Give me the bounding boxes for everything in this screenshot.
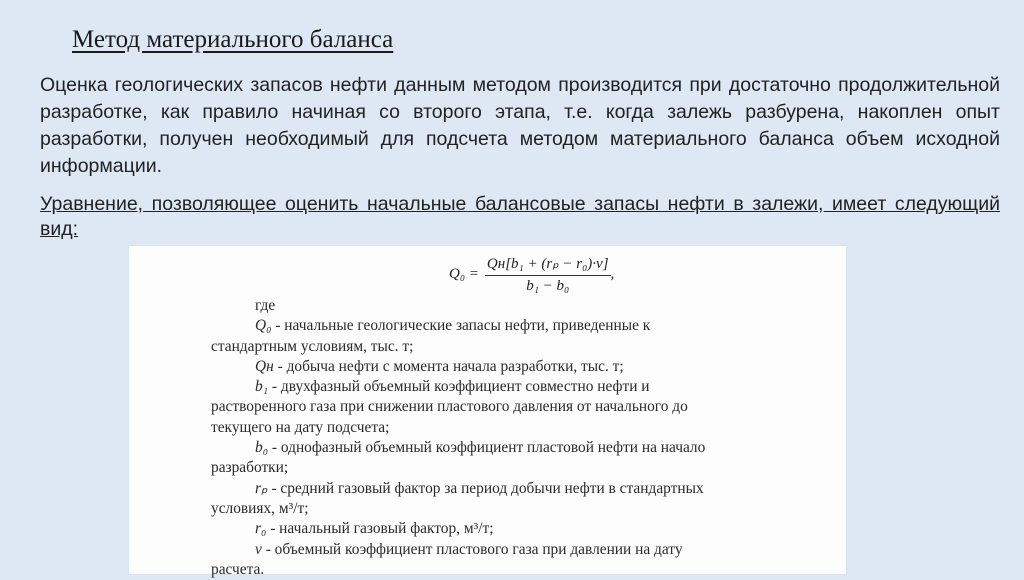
equation-intro: Уравнение, позволяющее оценить начальные балансовые запасы нефти в залежи, имеет следующий вид: [40, 193, 1000, 240]
definition-b1-cont2: текущего на дату подсчета; [211, 418, 390, 436]
formula-scan [129, 246, 846, 578]
intro-paragraph: Оценка геологических запасов нефти данным методом производится при достаточно продолжительной разработке, как правило начиная со второго этапа, т.е. когда залежь разбурена, накоплен опыт разработки, получен необходимый для подсчета методом материального баланса объем исходной информации. [40, 74, 1000, 177]
slide-title: Метод материального баланса [72, 26, 394, 53]
definition-v-cont: расчета. [211, 560, 265, 578]
definition-rp-text: - средний газовый фактор за период добычи нефти в стандартных [267, 479, 704, 497]
definition-b1-cont: растворенного газа при снижении пластового давления от начального до [211, 398, 688, 416]
where-label: где [255, 297, 276, 314]
definition-q0-text: - начальные геологические запасы нефти, приведенные к [271, 317, 651, 335]
formula-trail: , [610, 266, 615, 282]
definition-b0 [211, 438, 811, 458]
definition-v-text: - объемный коэффициент пластового газа при давлении на дату [261, 540, 683, 558]
definition-b1-text: - двухфазный объемный коэффициент совместно нефти и [268, 378, 650, 396]
definition-r0-text: - начальный газовый фактор, м³/т; [266, 520, 494, 538]
definition-b1 [211, 377, 811, 397]
definition-q0-cont: стандартным условиям, тыс. т; [211, 337, 414, 355]
definition-rp-cont: условиях, м³/т; [211, 499, 309, 517]
symbol-r0: r₀ [255, 520, 267, 538]
symbol-b0: b₀ [255, 439, 269, 457]
symbol-rp: rₚ [255, 479, 268, 497]
formula-lhs: Q₀ = [449, 266, 479, 282]
definition-r0 [211, 519, 811, 539]
formula-numerator: Qн[b₁ + (rₚ − r₀)·v] [485, 254, 611, 276]
formula-fraction [485, 254, 611, 295]
definition-rp [211, 479, 811, 499]
definition-q0 [211, 316, 811, 336]
symbol-q0: Q₀ [255, 317, 272, 335]
definition-qh [211, 357, 811, 377]
formula-denominator: b₁ − b₀ [526, 278, 570, 294]
symbol-qh: Qн [255, 357, 274, 375]
symbol-v: v [255, 540, 262, 558]
definition-v [211, 540, 811, 560]
definitions-list [211, 296, 811, 580]
definition-b0-cont: разработки; [211, 459, 289, 477]
material-balance-formula [449, 254, 614, 295]
definition-b0-text: - однофазный объемный коэффициент пластовой нефти на начало [268, 439, 706, 457]
definition-qh-text: - добыча нефти с момента начала разработки, тыс. т; [273, 357, 624, 375]
symbol-b1: b₁ [255, 378, 269, 396]
